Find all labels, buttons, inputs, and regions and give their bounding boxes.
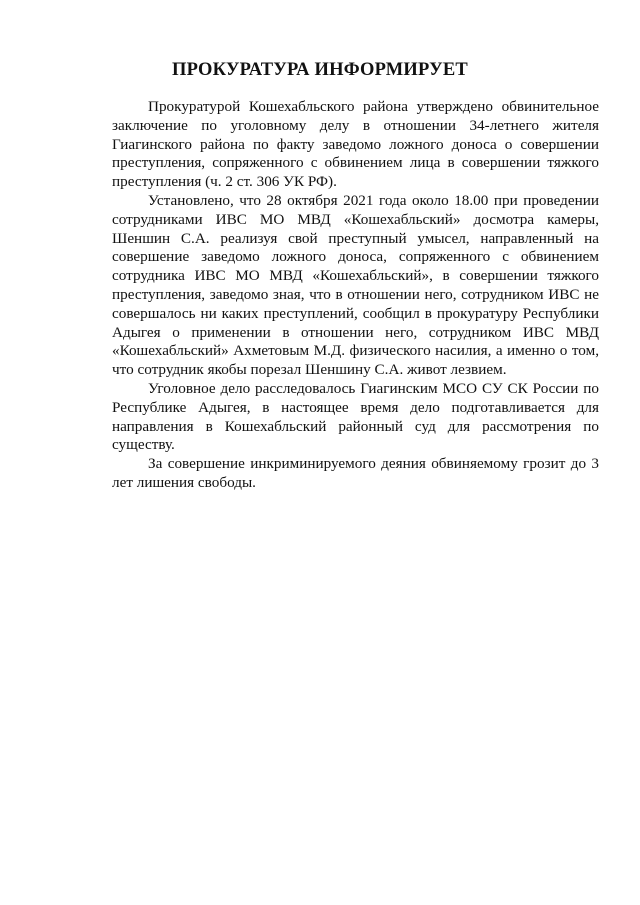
paragraph-indictment: Прокуратурой Кошехабльского района утверждено обвинительное заключение по уголовному делу в отношении 34-летнего жителя Гиагинского района по факту заведомо ложного доноса о совершении преступления, сопряженного с обвинением лица в совершении тяжкого преступления (ч. 2 ст. 306 УК РФ). [112,98,599,191]
document-body [112,98,599,493]
paragraph-circumstances: Установлено, что 28 октября 2021 года около 18.00 при проведении сотрудниками ИВС МО МВД «Кошехабльский» досмотра камеры, Шеншин С.А. реализуя свой преступный умысел, направленный на совершение заведомо ложного доноса, сопряженного с обвинением сотрудника ИВС МО МВД «Кошехабльский», в совершении тяжкого преступления, заведомо зная, что в отношении него, сотрудником ИВС не совершалось ни каких преступлений, сообщил в прокуратуру Республики Адыгея о применении в отношении него, сотрудником ИВС МВД «Кошехабльский» Ахметовым М.Д. физического насилия, а именно о том, что сотрудник якобы порезал Шеншину С.А. живот лезвием. [112,191,599,379]
document-title: ПРОКУРАТУРА ИНФОРМИРУЕТ [172,60,468,80]
paragraph-investigation: Уголовное дело расследовалось Гиагинским МСО СУ СК России по Республике Адыгея, в настоящее время дело подготавливается для направления в Кошехабльский районный суд для рассмотрения по существу. [112,379,599,454]
paragraph-penalty: За совершение инкриминируемого деяния обвиняемому грозит до 3 лет лишения свободы. [112,455,599,491]
